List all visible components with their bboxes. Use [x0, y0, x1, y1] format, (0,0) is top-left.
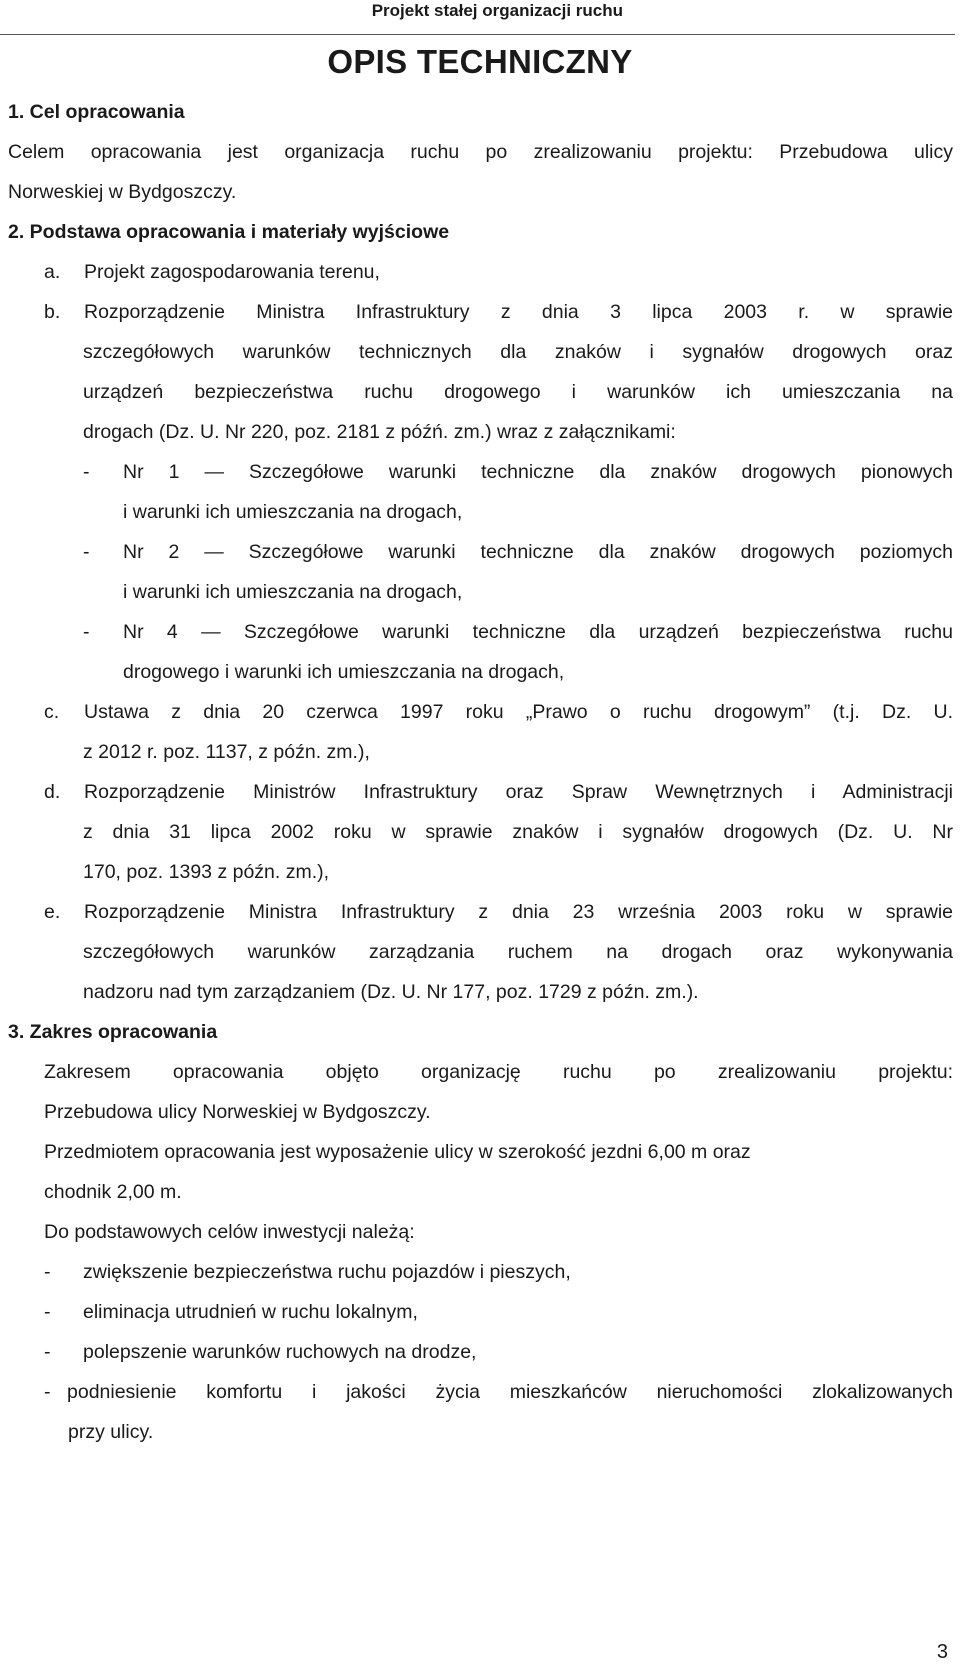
- goal-text: polepszenie warunków ruchowych na drodze,: [83, 1341, 477, 1363]
- list-marker: -: [83, 621, 90, 643]
- attachment-item-1: [83, 452, 953, 492]
- list-item-continuation: szczegółowych warunków zarządzania ruchem na drogach oraz wykonywania: [83, 941, 953, 963]
- list-item-text: Rozporządzenie Ministrów Infrastruktury oraz Spraw Wewnętrznych i Administracji: [84, 781, 953, 803]
- list-marker: b.: [44, 301, 61, 323]
- page-header: [0, 0, 955, 35]
- list-marker: -: [83, 461, 90, 483]
- list-marker: -: [44, 1381, 51, 1403]
- list-item-b: [44, 292, 953, 332]
- list-item-text: Ustawa z dnia 20 czerwca 1997 roku „Prawo o ruchu drogowym” (t.j. Dz. U.: [84, 701, 953, 723]
- list-marker: d.: [44, 781, 61, 803]
- goal-text: eliminacja utrudnień w ruchu lokalnym,: [83, 1301, 418, 1323]
- list-marker: -: [44, 1261, 51, 1283]
- goal-text: zwiększenie bezpieczeństwa ruchu pojazdów i pieszych,: [83, 1261, 571, 1283]
- section-heading-1: 1. Cel opracowania: [8, 101, 185, 123]
- list-marker: a.: [44, 261, 61, 283]
- list-item-continuation: 170, poz. 1393 z późn. zm.),: [83, 861, 330, 883]
- attachment-continuation: i warunki ich umieszczania na drogach,: [123, 501, 463, 523]
- list-item-continuation: urządzeń bezpieczeństwa ruchu drogowego i warunków ich umieszczania na: [83, 381, 953, 403]
- list-item-text: Projekt zagospodarowania terenu,: [84, 261, 380, 283]
- goal-item: [44, 1332, 953, 1372]
- goal-item: [44, 1372, 953, 1412]
- list-marker: -: [44, 1301, 51, 1323]
- attachment-item-2: [83, 532, 953, 572]
- paragraph-line: Zakresem opracowania objęto organizację ruchu po zrealizowaniu projektu:: [44, 1061, 953, 1083]
- goal-item: [44, 1252, 953, 1292]
- attachment-text: Nr 4 — Szczegółowe warunki techniczne dla urządzeń bezpieczeństwa ruchu: [123, 621, 953, 643]
- list-item-continuation: drogach (Dz. U. Nr 220, poz. 2181 z późń. zm.) wraz z załącznikami:: [83, 421, 676, 443]
- list-marker: e.: [44, 901, 61, 923]
- section-heading-3: 3. Zakres opracowania: [8, 1021, 218, 1043]
- goal-item: [44, 1292, 953, 1332]
- attachment-text: Nr 1 — Szczegółowe warunki techniczne dla znaków drogowych pionowych: [123, 461, 953, 483]
- list-marker: c.: [44, 701, 60, 723]
- list-item-e: [44, 892, 953, 932]
- paragraph-line: chodnik 2,00 m.: [44, 1181, 182, 1203]
- attachment-text: Nr 2 — Szczegółowe warunki techniczne dla znaków drogowych poziomych: [123, 541, 953, 563]
- paragraph-line: Przedmiotem opracowania jest wyposażenie ulicy w szerokość jezdni 6,00 m oraz: [44, 1141, 751, 1163]
- paragraph-line: Do podstawowych celów inwestycji należą:: [44, 1221, 415, 1243]
- list-item-continuation: nadzoru nad tym zarządzaniem (Dz. U. Nr 177, poz. 1729 z późn. zm.).: [83, 981, 699, 1003]
- attachment-continuation: i warunki ich umieszczania na drogach,: [123, 581, 463, 603]
- list-item-continuation: z dnia 31 lipca 2002 roku w sprawie znaków i sygnałów drogowych (Dz. U. Nr: [83, 821, 953, 843]
- document-title: OPIS TECHNICZNY: [327, 43, 633, 80]
- list-marker: -: [44, 1341, 51, 1363]
- goal-continuation: przy ulicy.: [68, 1421, 154, 1443]
- attachment-item-4: [83, 612, 953, 652]
- section-heading-2: 2. Podstawa opracowania i materiały wyjściowe: [8, 221, 450, 243]
- attachment-continuation: drogowego i warunki ich umieszczania na drogach,: [123, 661, 565, 683]
- list-item-d: [44, 772, 953, 812]
- goal-text: podniesienie komfortu i jakości życia mieszkańców nieruchomości zlokalizowanych: [67, 1381, 953, 1403]
- list-item-text: Rozporządzenie Ministra Infrastruktury z dnia 23 września 2003 roku w sprawie: [84, 901, 953, 923]
- paragraph-line: Norweskiej w Bydgoszczy.: [8, 181, 237, 203]
- document-body: [8, 92, 953, 1452]
- header-title: Projekt stałej organizacji ruchu: [371, 1, 623, 20]
- list-item-continuation: z 2012 r. poz. 1137, z późn. zm.),: [83, 741, 370, 763]
- list-marker: -: [83, 541, 90, 563]
- list-item-a: [44, 252, 953, 292]
- paragraph-line: Celem opracowania jest organizacja ruchu po zrealizowaniu projektu: Przebudowa ulicy: [8, 141, 953, 163]
- list-item-c: [44, 692, 953, 732]
- list-item-continuation: szczegółowych warunków technicznych dla znaków i sygnałów drogowych oraz: [83, 341, 953, 363]
- page-number: 3: [936, 1641, 948, 1663]
- list-item-text: Rozporządzenie Ministra Infrastruktury z dnia 3 lipca 2003 r. w sprawie: [84, 301, 953, 323]
- paragraph-line: Przebudowa ulicy Norweskiej w Bydgoszczy.: [44, 1101, 431, 1123]
